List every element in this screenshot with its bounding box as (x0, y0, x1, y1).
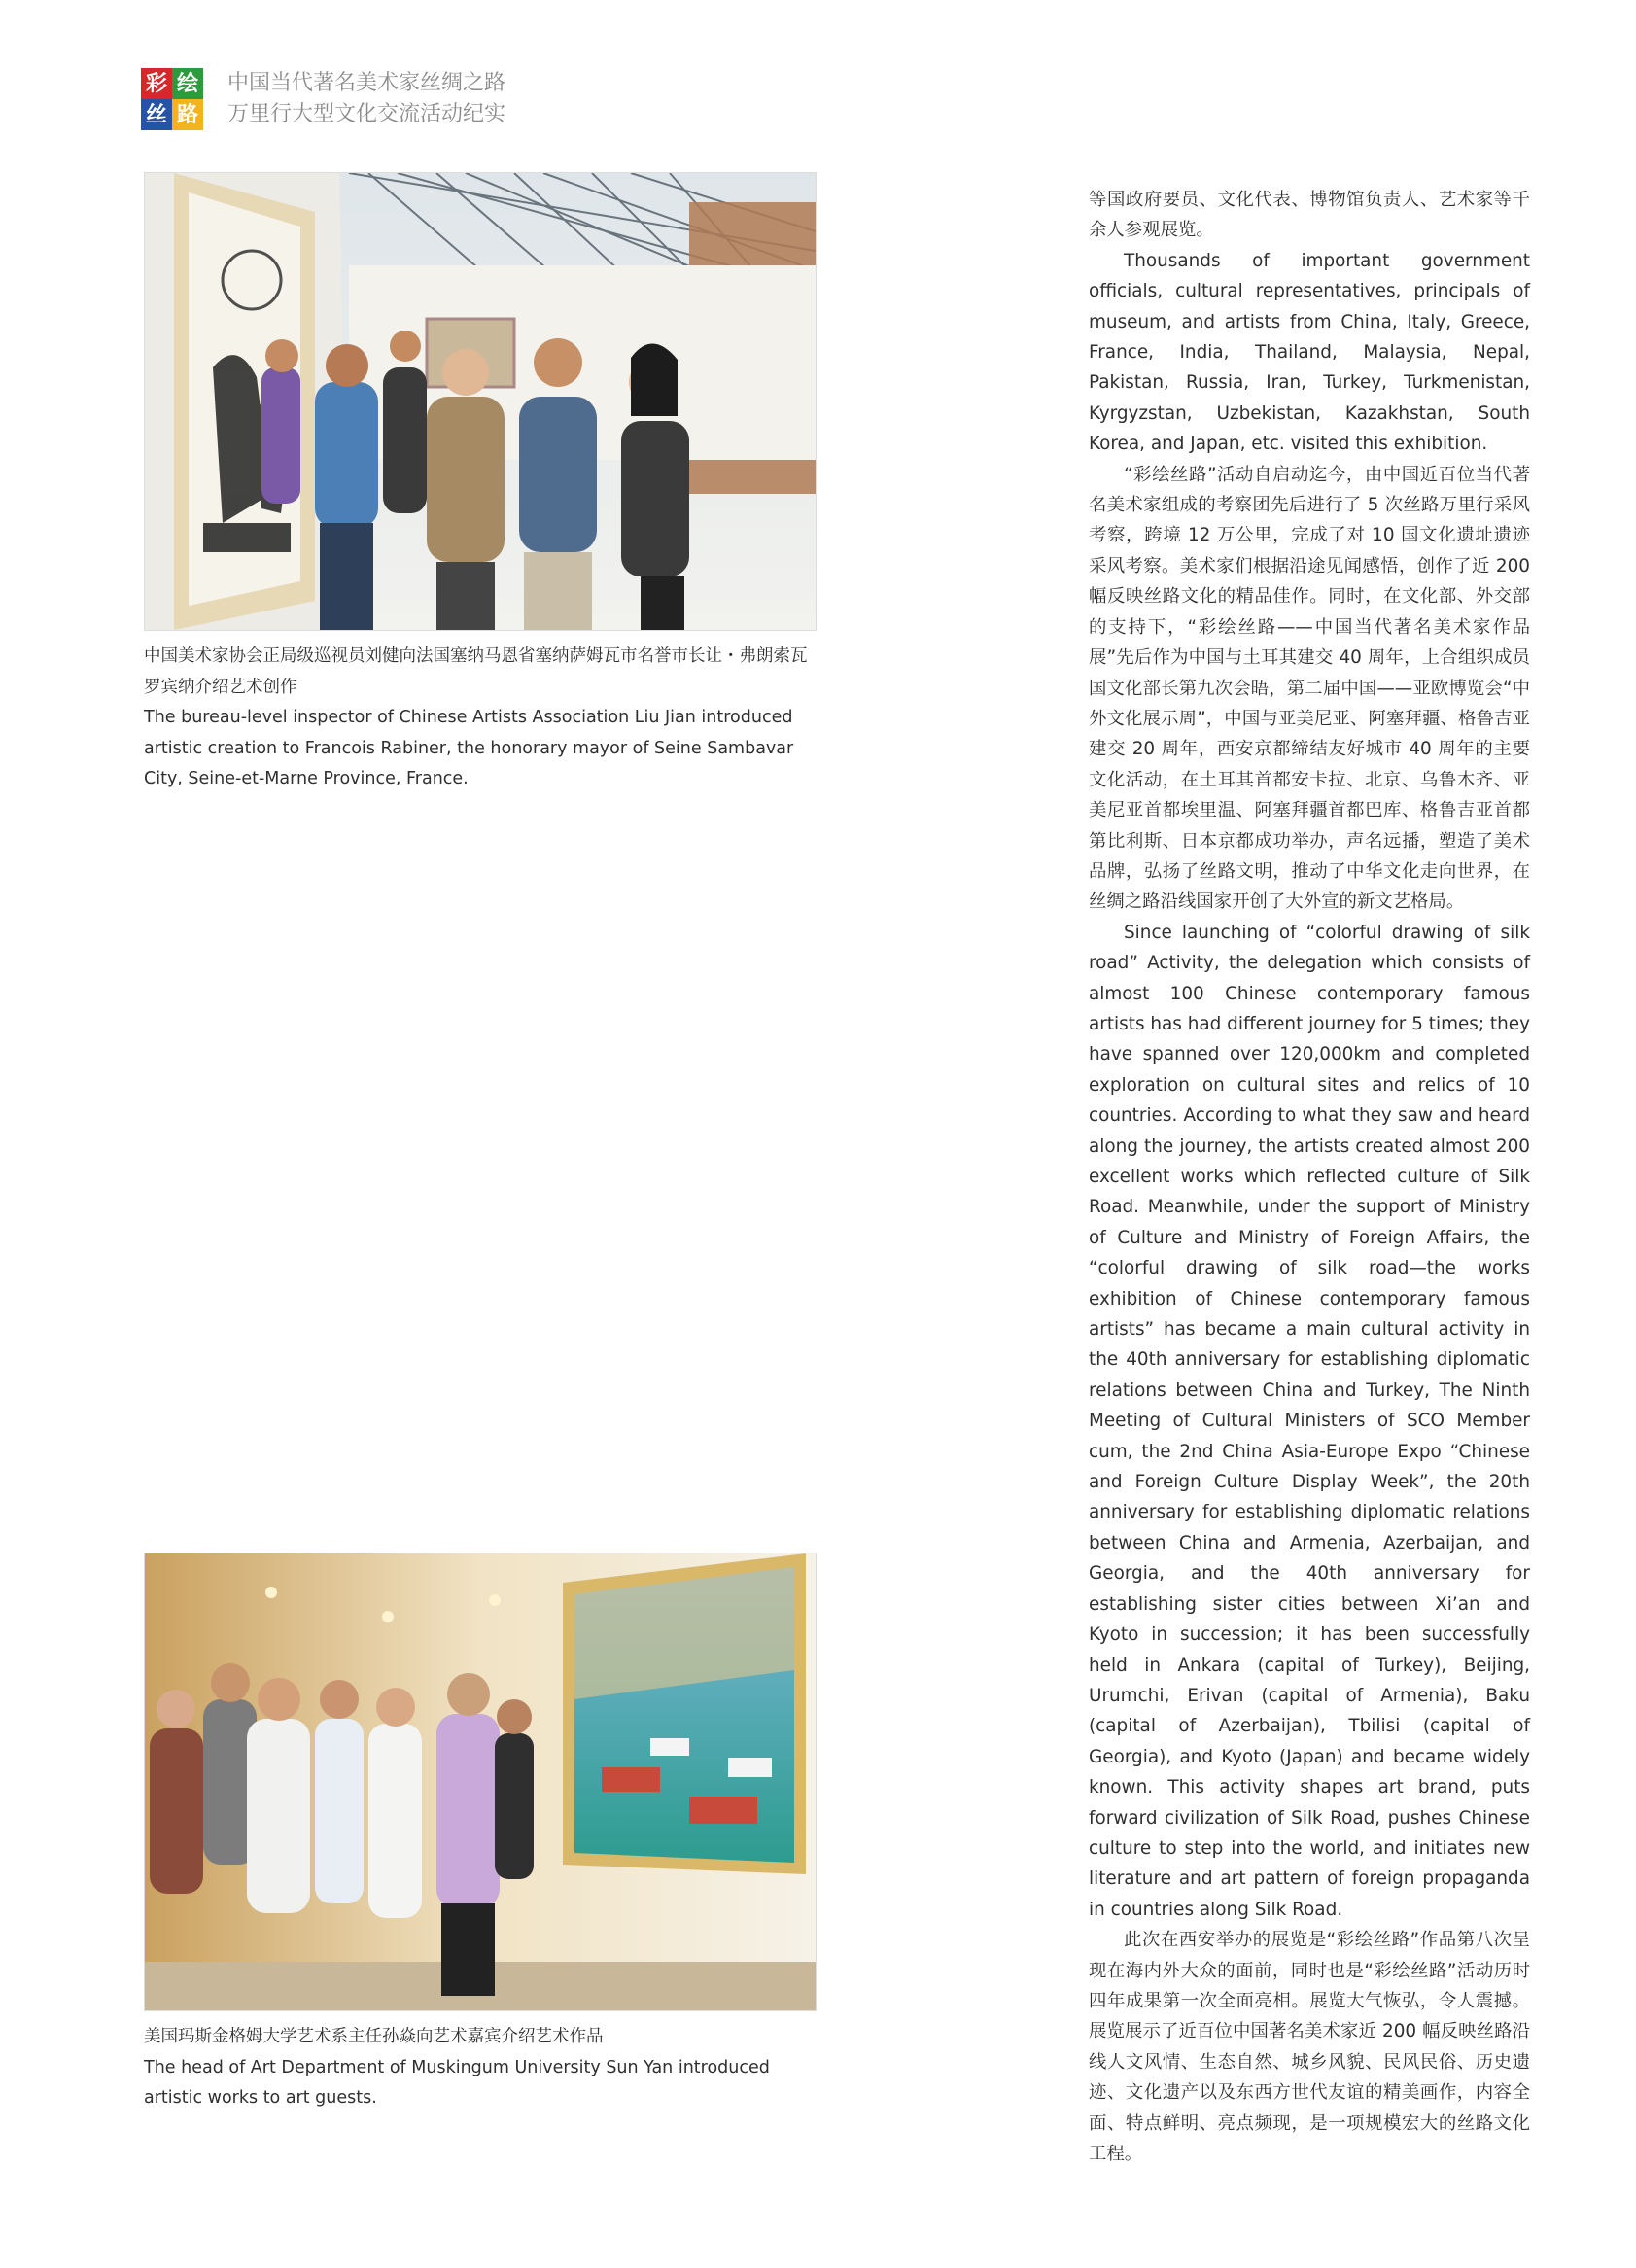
photo2-caption-en: The head of Art Department of Muskingum University Sun Yan introduced artistic works to art guests. (144, 2057, 770, 2108)
photo2-caption (144, 2022, 815, 2114)
photo1-caption-cn: 中国美术家协会正局级巡视员刘健向法国塞纳马恩省塞纳萨姆瓦市名誉市长让・弗朗索瓦罗宾纳介绍艺术创作 (144, 646, 808, 697)
header-line-1: 中国当代著名美术家丝绸之路 (227, 71, 506, 95)
logo-char-4: 路 (172, 99, 203, 130)
logo-char-1: 彩 (141, 68, 172, 99)
header-title (227, 68, 505, 130)
photo1-caption (144, 642, 815, 795)
paragraph-1-cn: 等国政府要员、文化代表、博物馆负责人、艺术家等千余人参观展览。 (1089, 190, 1530, 241)
paragraph-3-cn: “彩绘丝路”活动自启动迄今，由中国近百位当代著名美术家组成的考察团先后进行了 5 次丝路万里行采风考察，跨境 12 万公里，完成了对 10 国文化遗址遗迹采风考察。美术家们根据沿途见闻感悟，创作了近 200 幅反映丝路文化的精品佳作。同时，在文化部、外交部的支持下，“彩绘丝路——中国当代著名美术家作品展”先后作为中国与土耳其建交 40 周年，上合组织成员国文化部长第九次会晤，第二届中国——亚欧博览会“中外文化展示周”，中国与亚美尼亚、阿塞拜疆、格鲁吉亚建交 20 周年，西安京都缔结友好城市 40 周年的主要文化活动，在土耳其首都安卡拉、北京、乌鲁木齐、亚美尼亚首都埃里温、阿塞拜疆首都巴库、格鲁吉亚首都第比利斯、日本京都成功举办，声名远播，塑造了美术品牌，弘扬了丝路文明，推动了中华文化走向世界，在丝绸之路沿线国家开创了大外宣的新文艺格局。 (1089, 464, 1530, 913)
photo-painting-presentation (144, 1553, 817, 2011)
photo2-caption-cn: 美国玛斯金格姆大学艺术系主任孙焱向艺术嘉宾介绍艺术作品 (144, 2027, 604, 2046)
header-line-2: 万里行大型文化交流活动纪实 (227, 102, 506, 126)
article-column (1089, 185, 1530, 2169)
logo (141, 68, 203, 130)
logo-char-2: 绘 (172, 68, 203, 99)
paragraph-4-en: Since launching of “colorful drawing of silk road” Activity, the delegation which consists of almost 100 Chinese contemporary famous artists has had different journey for 5 times; they have spanned over 120,000km and completed exploration on cultural sites and relics of 10 countries. According to what they saw and heard along the journey, the artists created almost 200 excellent works which reflected culture of Silk Road. Meanwhile, under the support of Ministry of Culture and Ministry of Foreign Affairs, the “colorful drawing of silk road—the works exhibition of Chinese contemporary famous artists” has became a main cultural activity in the 40th anniversary for establishing diplomatic relations between China and Turkey, The Ninth Meeting of Cultural Ministers of SCO Member cum, the 2nd China Asia-Europe Expo “Chinese and Foreign Culture Display Week”, the 20th anniversary for establishing diplomatic relations between China and Armenia, Azerbaijan, and Georgia, and the 40th anniversary for establishing sister cities between Xi’an and Kyoto in succession; it has been successfully held in Ankara (capital of Turkey), Beijing, Urumchi, Erivan (capital of Armenia), Baku (capital of Azerbaijan), Tbilisi (capital of Georgia), and Kyoto (Japan) and became widely known. This activity shapes art brand, puts forward civilization of Silk Road, pushes Chinese culture to step into the world, and initiates new literature and art pattern of foreign propaganda in countries along Silk Road. (1089, 922, 1530, 1920)
paragraph-5-cn: 此次在西安举办的展览是“彩绘丝路”作品第八次呈现在海内外大众的面前，同时也是“彩绘丝路”活动历时四年成果第一次全面亮相。展览大气恢弘，令人震撼。展览展示了近百位中国著名美术家近 200 幅反映丝路沿线人文风情、生态自然、城乡风貌、民风民俗、历史遗迹、文化遗产以及东西方世代友谊的精美画作，内容全面、特点鲜明、亮点频现，是一项规模宏大的丝路文化工程。 (1089, 1930, 1530, 2164)
logo-char-3: 丝 (141, 99, 172, 130)
photo1-caption-en: The bureau-level inspector of Chinese Artists Association Liu Jian introduced artistic creation to Francois Rabiner, the honorary mayor of Seine Sambavar City, Seine-et-Marne Province, France. (144, 708, 794, 788)
paragraph-2-en: Thousands of important government officials, cultural representatives, principals of museum, and artists from China, Italy, Greece, France, India, Thailand, Malaysia, Nepal, Pakistan, Russia, Iran, Turkey, Turkmenistan, Kyrgyzstan, Uzbekistan, Kazakhstan, South Korea, and Japan, etc. visited this exhibition. (1089, 250, 1530, 455)
photo-gallery-visit (144, 172, 817, 631)
